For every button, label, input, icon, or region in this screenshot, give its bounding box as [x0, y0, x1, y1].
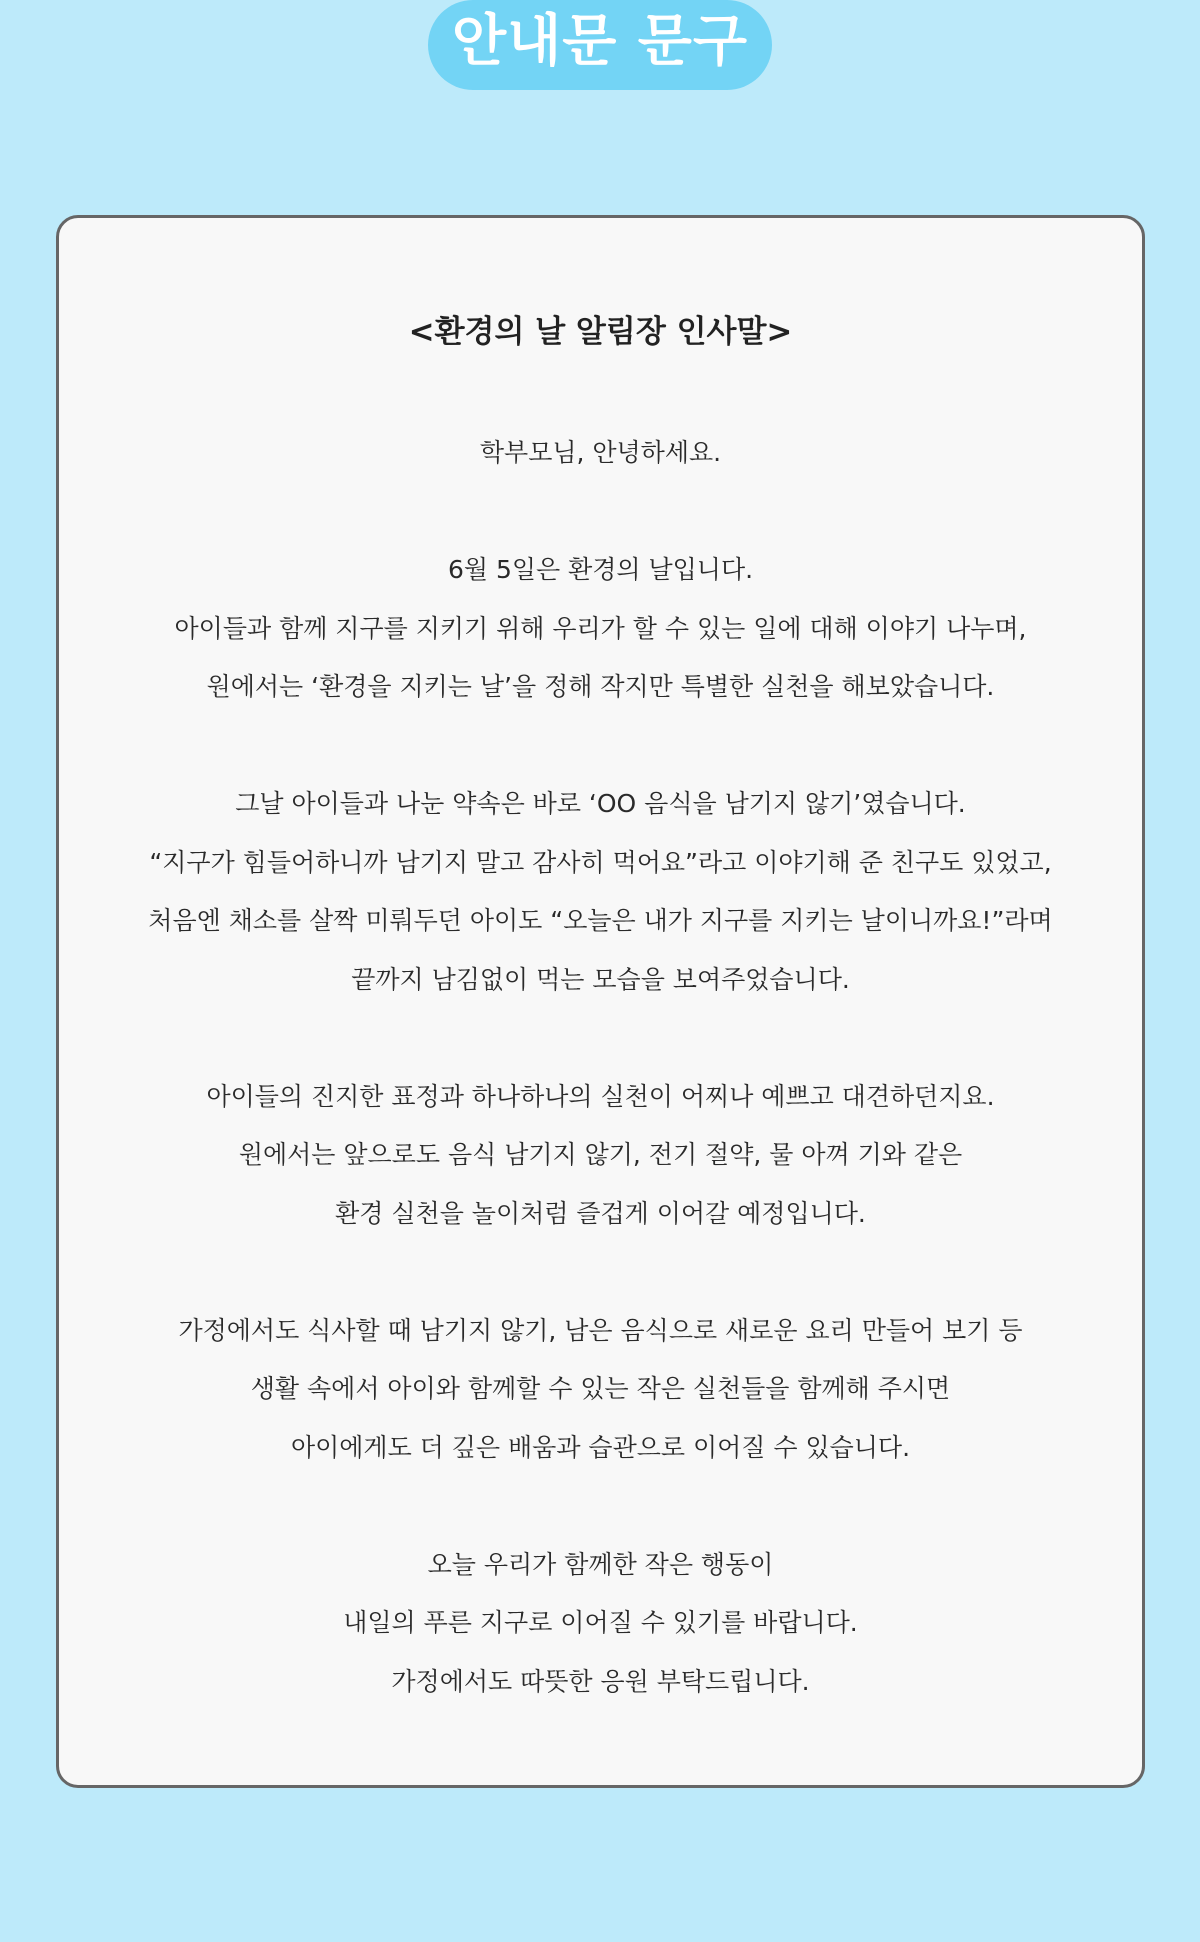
text-line: 그날 아이들과 나눈 약속은 바로 ‘OO 음식을 남기지 않기’였습니다.	[235, 789, 966, 818]
text-line: 환경 실천을 놀이처럼 즐겁게 이어갈 예정입니다.	[335, 1198, 866, 1228]
text-line: 끝까지 남김없이 먹는 모습을 보여주었습니다.	[351, 964, 850, 994]
paragraph-practice	[59, 1068, 1142, 1244]
text-line: 원에서는 ‘환경을 지키는 날’을 정해 작지만 특별한 실천을 해보았습니다.	[206, 672, 995, 701]
text-line: 가정에서도 따뜻한 응원 부탁드립니다.	[391, 1666, 810, 1696]
text-line: 내일의 푸른 지구로 이어질 수 있기를 바랍니다.	[343, 1608, 858, 1637]
text-line: 학부모님, 안녕하세요.	[479, 438, 722, 467]
text-line: 생활 속에서 아이와 함께할 수 있는 작은 실천들을 함께해 주시면	[250, 1374, 951, 1403]
page-title: 안내문 문구	[452, 9, 748, 74]
text-line: 6월 5일은 환경의 날입니다.	[447, 555, 754, 584]
paragraph-closing	[59, 1536, 1142, 1712]
paragraph-promise	[59, 775, 1142, 1009]
text-line: 아이들의 진지한 표정과 하나하나의 실천이 어찌나 예쁘고 대견하던지요.	[206, 1081, 995, 1111]
text-line: 아이에게도 더 깊은 배움과 습관으로 이어질 수 있습니다.	[290, 1432, 911, 1462]
title-badge	[428, 0, 772, 90]
paragraph-environment-day	[59, 541, 1142, 717]
text-line: 처음엔 채소를 살짝 미뤄두던 아이도 “오늘은 내가 지구를 지키는 날이니까요!”라며	[148, 906, 1053, 935]
notice-body	[59, 424, 1142, 1711]
notice-card	[56, 215, 1145, 1788]
notice-heading: <환경의 날 알림장 인사말>	[408, 314, 793, 350]
paragraph-home-request	[59, 1302, 1142, 1478]
text-line: 오늘 우리가 함께한 작은 행동이	[427, 1549, 774, 1579]
text-line: 아이들과 함께 지구를 지키기 위해 우리가 할 수 있는 일에 대해 이야기 나누며,	[174, 613, 1027, 643]
text-line: “지구가 힘들어하니까 남기지 말고 감사히 먹어요”라고 이야기해 준 친구도 있었고,	[149, 847, 1052, 877]
text-line: 가정에서도 식사할 때 남기지 않기, 남은 음식으로 새로운 요리 만들어 보기 등	[178, 1315, 1023, 1345]
text-line: 원에서는 앞으로도 음식 남기지 않기, 전기 절약, 물 아껴 기와 같은	[238, 1140, 963, 1169]
paragraph-greeting	[59, 424, 1142, 483]
